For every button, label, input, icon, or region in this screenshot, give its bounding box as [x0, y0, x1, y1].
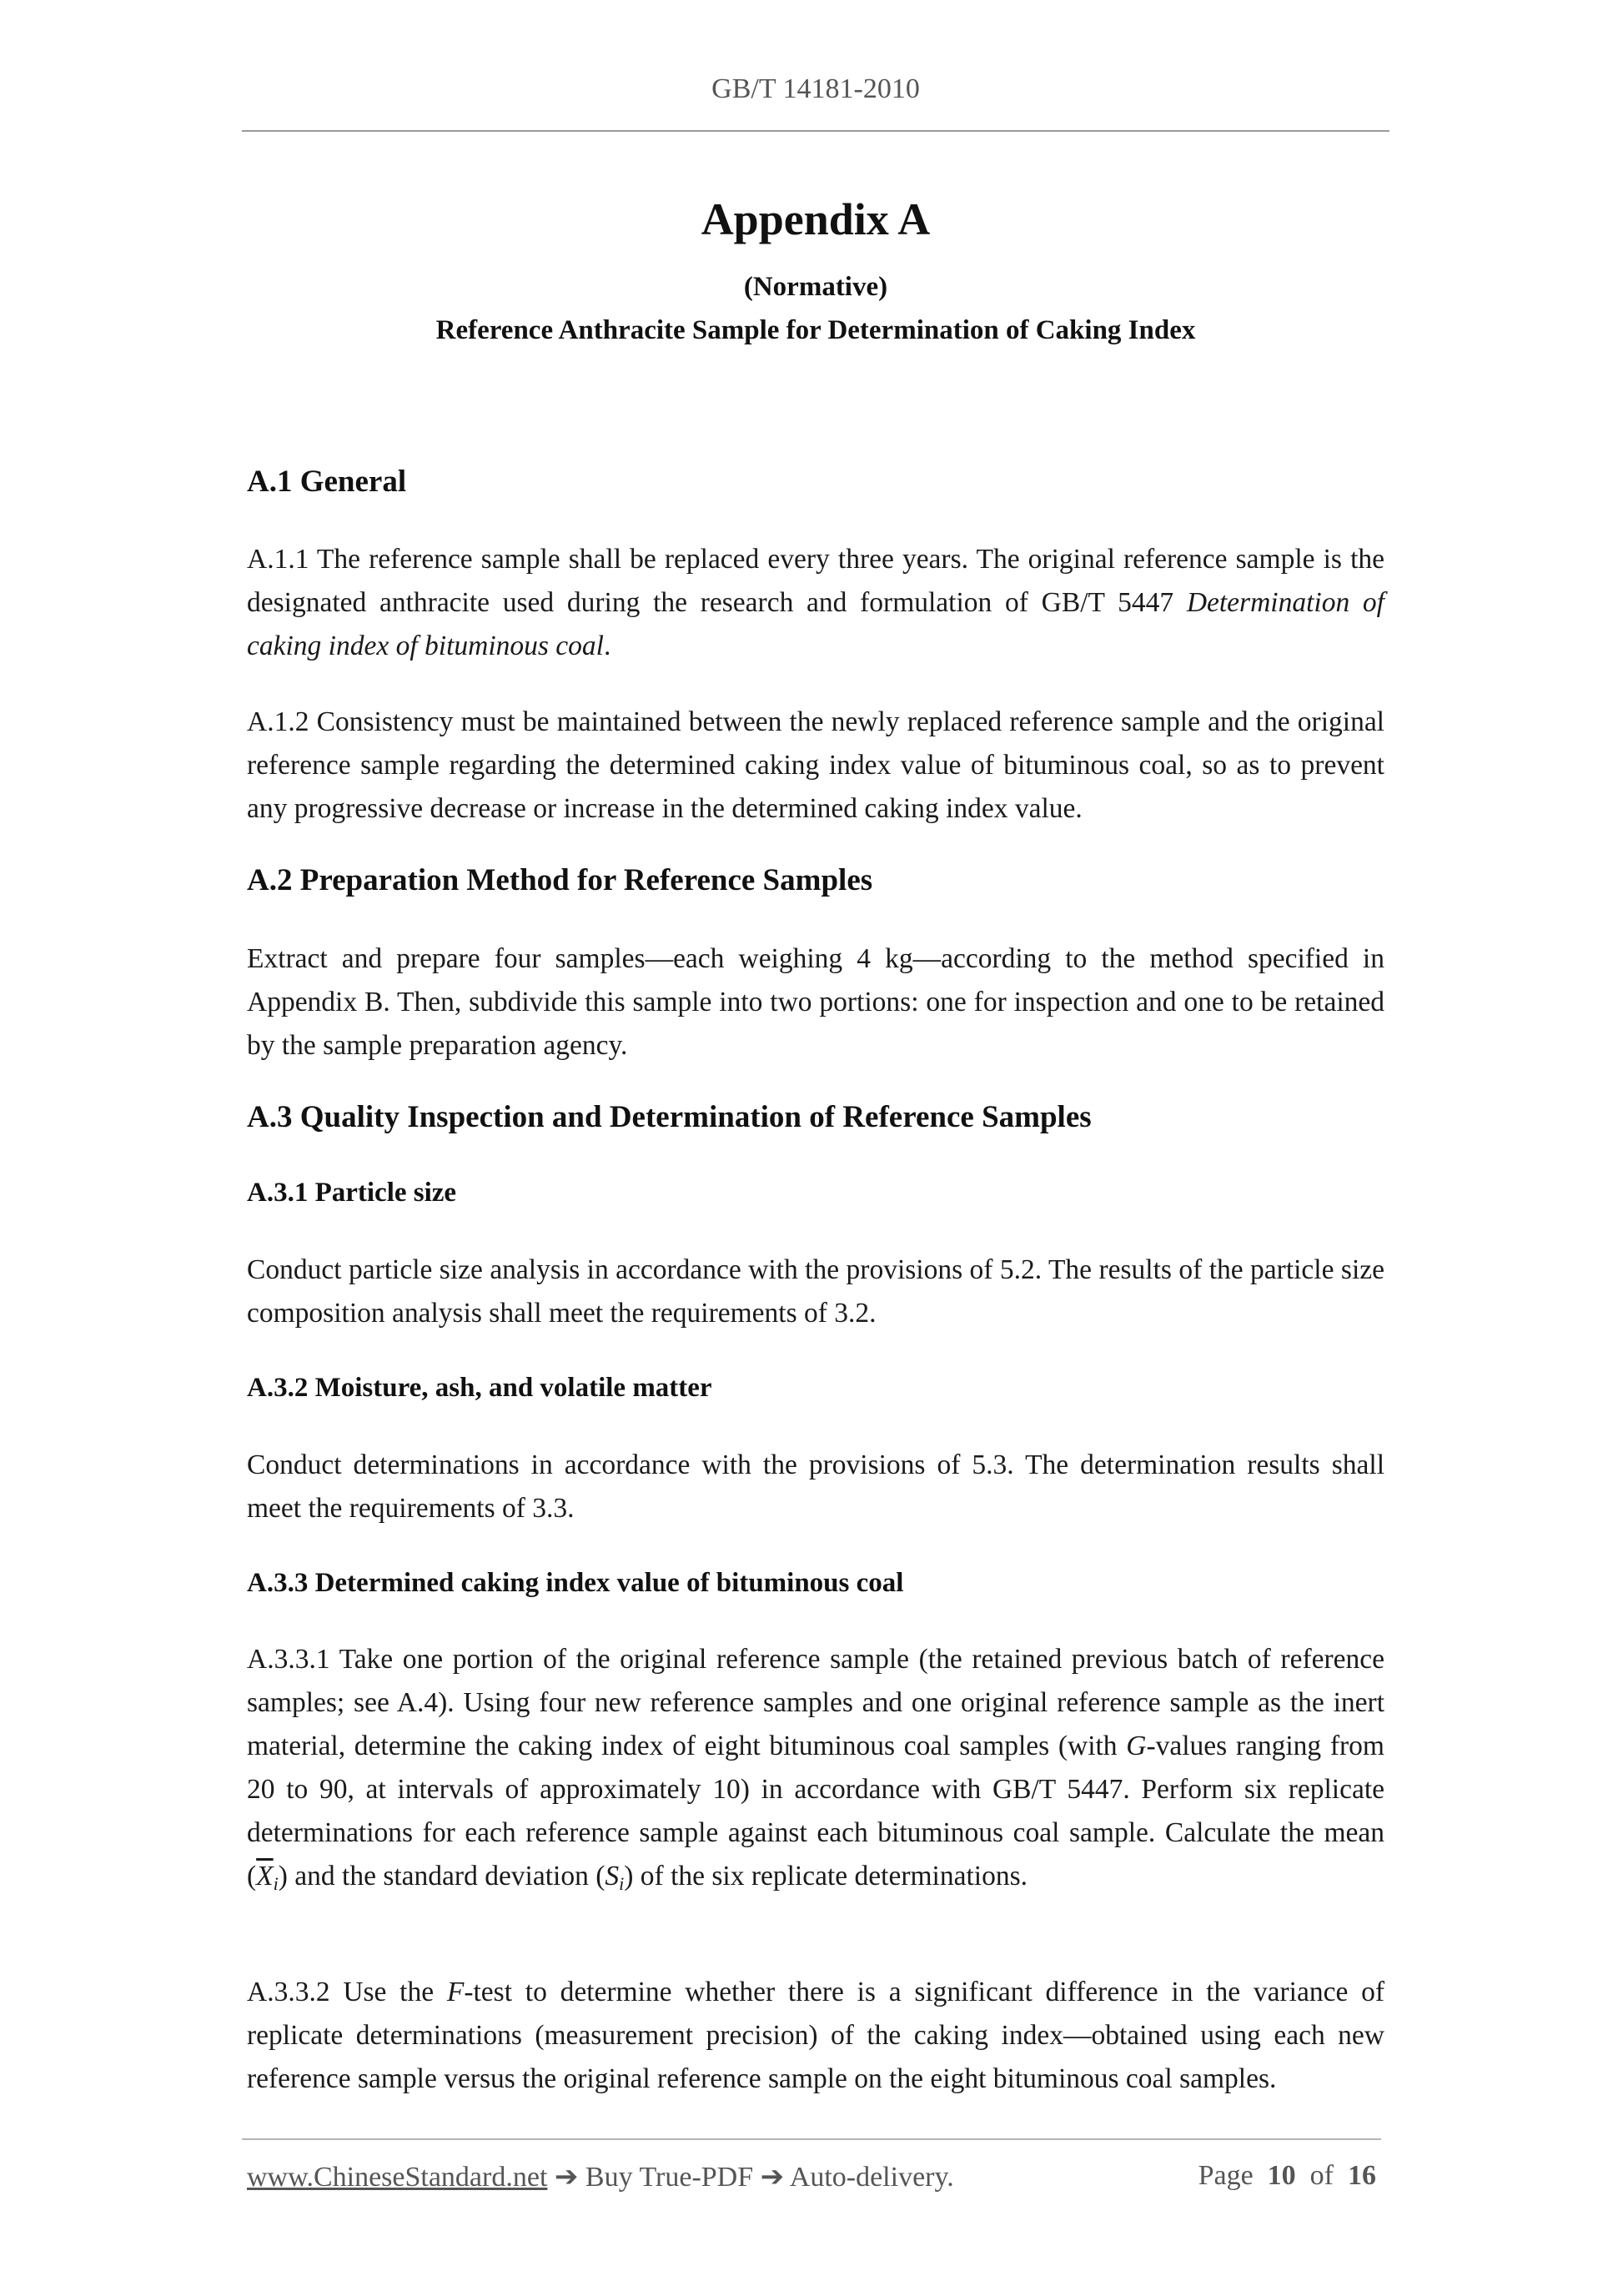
site-link[interactable]: www.ChineseStandard.net	[247, 2162, 548, 2193]
paragraph-a3-2: Conduct determinations in accordance with the provisions of 5.3. The determination results shall meet the requirements of 3.3.	[247, 1449, 1384, 1524]
paragraph-a3-3-2-part1: A.3.3.2 Use the	[247, 1977, 447, 2007]
header-doc-id: GB/T 14181-2010	[711, 73, 920, 104]
std-subscript: i	[619, 1873, 625, 1894]
f-symbol: F	[446, 1977, 465, 2007]
paragraph-a3-3-2-part2: -test to determine whether there is a significant difference in the variance of replicate determinations (measurement precision) of the caking index—obtained using each new reference sample versus the original reference sample on the eight bituminous coal samples.	[247, 1977, 1384, 2094]
paragraph-a1-1	[247, 538, 1384, 668]
std-symbol: S	[605, 1861, 620, 1892]
paragraph-a3-3-1-part2: -values ranging from 20 to 90, at intervals of approximately 10) in accordance with GB/T 5447. Perform six replicate determinations for each reference sample against each bituminous coal sample. Calculate the mean (	[247, 1731, 1384, 1892]
page-word: Page	[1198, 2160, 1254, 2191]
buy-pdf-text: Buy True-PDF	[585, 2162, 754, 2193]
footer-links	[247, 2160, 954, 2193]
paragraph-a3-3-1-part3: ) and the standard deviation (	[278, 1861, 605, 1892]
appendix-title: Appendix A	[701, 194, 931, 244]
paragraph-a2: Extract and prepare four samples—each weighing 4 kg—according to the method specified in Appendix B. Then, subdivide this sample into two portions: one for inspection and one to be retained by the sample preparation agency.	[247, 943, 1384, 1061]
appendix-kind: (Normative)	[743, 272, 888, 302]
page-number	[1198, 2160, 1376, 2192]
arrow-icon: ➔	[547, 2162, 585, 2193]
paragraph-a1-2: A.1.2 Consistency must be maintained between the newly replaced reference sample and the original reference sample regarding the determined caking index value of bituminous coal, so as to prevent any progressive decrease or increase in the determined caking index value.	[247, 706, 1384, 824]
paragraph-a3-3-1-part1: A.3.3.1 Take one portion of the original reference sample (the retained previous batch of reference samples; see A.4). Using four new reference samples and one original reference sample as the inert material, determine the caking index of eight bituminous coal samples (with	[247, 1644, 1384, 1761]
paragraph-a1-1-end: .	[603, 631, 611, 661]
paragraph-a3-3-1	[247, 1638, 1384, 1906]
g-symbol: G	[1126, 1731, 1147, 1761]
appendix-subtitle: Reference Anthracite Sample for Determination of Caking Index	[435, 315, 1196, 345]
paragraph-a1-1-text: A.1.1 The reference sample shall be replaced every three years. The original reference sample is the designated anthracite used during the research and formulation of GB/T 5447	[247, 544, 1384, 618]
mean-subscript: i	[273, 1873, 279, 1894]
of-word: of	[1309, 2160, 1334, 2191]
paragraph-a3-3-2	[247, 1971, 1384, 2101]
section-a2-heading: A.2 Preparation Method for Reference Samples	[247, 863, 873, 897]
current-page: 10	[1267, 2160, 1296, 2191]
section-a3-2-heading: A.3.2 Moisture, ash, and volatile matter	[247, 1373, 712, 1403]
total-pages: 16	[1348, 2160, 1376, 2191]
section-a1-heading: A.1 General	[247, 465, 407, 499]
paragraph-a3-1: Conduct particle size analysis in accordance with the provisions of 5.2. The results of the particle size composition analysis shall meet the requirements of 3.2.	[247, 1254, 1384, 1329]
delivery-text: Auto-delivery.	[789, 2162, 954, 2193]
paragraph-a3-3-1-part4: ) of the six replicate determinations.	[624, 1861, 1028, 1892]
mean-symbol: $\overline{X}$	[256, 1861, 274, 1892]
header-divider	[242, 130, 1389, 132]
section-a3-1-heading: A.3.1 Particle size	[247, 1178, 457, 1208]
paragraph-a1-1-italic-title: Determination of caking index of bituminous coal	[247, 587, 1384, 661]
footer-divider	[242, 2138, 1381, 2140]
section-a3-3-heading: A.3.3 Determined caking index value of bituminous coal	[247, 1568, 904, 1598]
section-a3-heading: A.3 Quality Inspection and Determination of Reference Samples	[247, 1100, 1092, 1134]
arrow-icon: ➔	[753, 2162, 790, 2193]
